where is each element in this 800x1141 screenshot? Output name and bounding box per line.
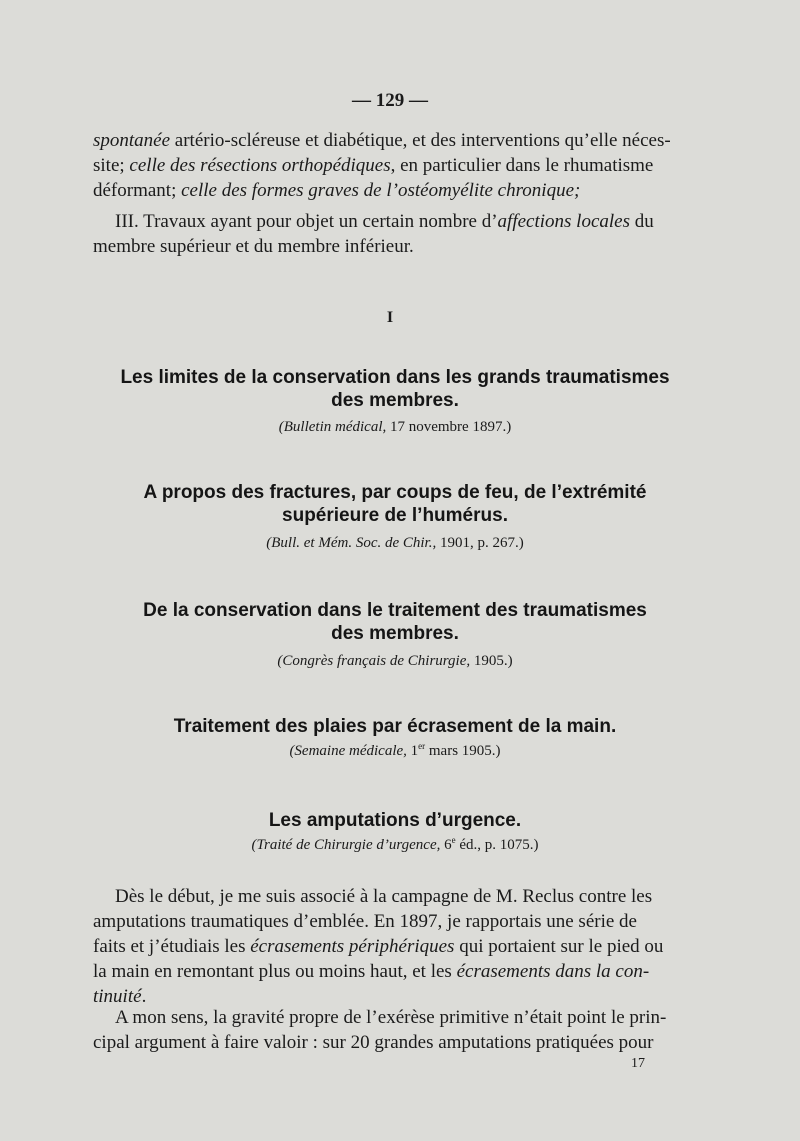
body-text: la main en remontant plus ou moins haut, et les bbox=[93, 961, 457, 982]
body-text: faits et j’étudiais les bbox=[93, 936, 251, 957]
body-text: cipal argument à faire valoir : sur 20 grandes amputations pratiquées pour bbox=[93, 1032, 654, 1053]
body-text: . bbox=[141, 986, 147, 1007]
intro-text: celle des formes graves de l’ostéomyélite chronique; bbox=[181, 180, 581, 201]
work-title: Traitement des plaies par écrasement de la main. bbox=[173, 716, 617, 737]
body-paragraph bbox=[93, 884, 693, 1009]
page-number: — 129 — bbox=[352, 90, 428, 111]
work-citation: (Bulletin médical, 17 novembre 1897.) bbox=[278, 419, 512, 435]
work-citation: (Bull. et Mém. Soc. de Chir., 1901, p. 267.) bbox=[266, 535, 524, 551]
section-text: III. Travaux ayant pour objet un certain nombre d’ bbox=[115, 211, 498, 232]
section-text: affections locales bbox=[497, 211, 630, 232]
intro-text: celle des résections orthopédiques bbox=[129, 155, 391, 176]
body-text: tinuité bbox=[93, 986, 142, 1007]
work-title: De la conservation dans le traitement des traumatismes des membres. bbox=[143, 600, 647, 644]
body-text: Dès le début, je me suis associé à la campagne de M. Reclus contre les bbox=[115, 886, 653, 907]
body-text: qui portaient sur le pied ou bbox=[454, 936, 664, 957]
intro-text: , en particulier dans le rhumatisme bbox=[390, 155, 654, 176]
intro-paragraph bbox=[93, 128, 693, 203]
work-entry bbox=[80, 366, 710, 436]
work-entry bbox=[80, 809, 710, 854]
body-text: amputations traumatiques d’emblée. En 1897, je rapportais une série de bbox=[93, 911, 637, 932]
body-text: écrasements dans la con- bbox=[456, 961, 650, 982]
section-roman-numeral: I bbox=[386, 309, 394, 326]
intro-text: artério-scléreuse et diabétique, et des interventions qu’elle néces- bbox=[170, 130, 671, 151]
work-entry bbox=[80, 715, 710, 760]
section-text: du bbox=[630, 211, 654, 232]
signature-mark: 17 bbox=[631, 1056, 645, 1071]
section-three-paragraph bbox=[93, 209, 693, 259]
intro-text: déformant; bbox=[93, 180, 182, 201]
intro-text: site; bbox=[93, 155, 130, 176]
body-text: écrasements périphériques bbox=[250, 936, 455, 957]
work-entry bbox=[80, 481, 710, 552]
work-title: Les limites de la conservation dans les grands traumatismes des membres. bbox=[120, 367, 670, 411]
work-citation: (Traité de Chirurgie d’urgence, 6e éd., p. 1075.) bbox=[251, 835, 539, 853]
work-entry bbox=[80, 599, 710, 670]
intro-text: spontanée bbox=[93, 130, 171, 151]
work-citation: (Congrès français de Chirurgie, 1905.) bbox=[277, 653, 513, 669]
body-text: A mon sens, la gravité propre de l’exérèse primitive n’était point le prin- bbox=[115, 1007, 667, 1028]
work-title: Les amputations d’urgence. bbox=[268, 810, 522, 831]
body-paragraph bbox=[93, 1005, 693, 1055]
section-text: membre supérieur et du membre inférieur. bbox=[93, 236, 414, 257]
work-citation: (Semaine médicale, 1er mars 1905.) bbox=[289, 741, 501, 759]
work-title: A propos des fractures, par coups de feu, de l’extrémité supérieure de l’humérus. bbox=[143, 482, 647, 526]
